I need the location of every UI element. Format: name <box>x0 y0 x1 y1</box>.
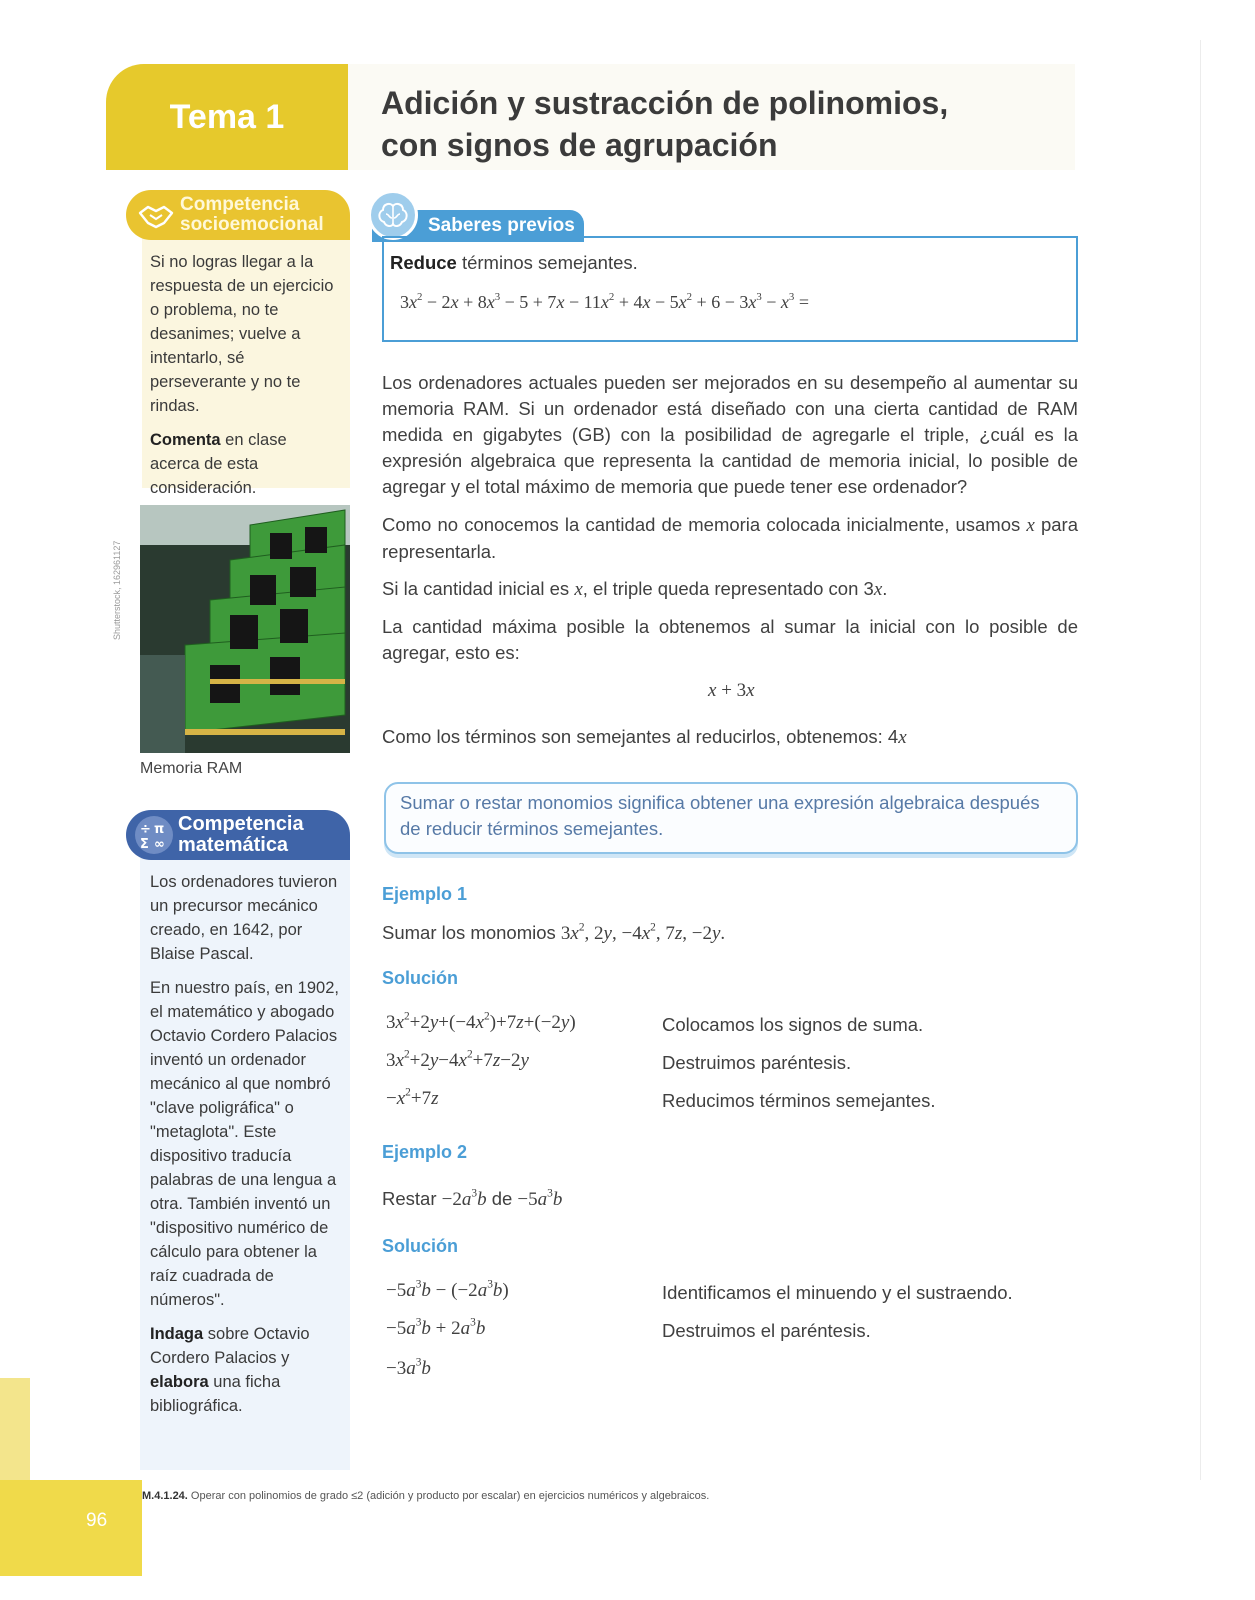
socio-label-2: socioemocional <box>180 214 324 235</box>
math-elabora: elabora <box>150 1373 209 1391</box>
definition-box: Sumar o restar monomios significa obtener una expresión algebraica después de reducir términos semejantes. <box>384 782 1078 854</box>
title-line-2: con signos de agrupación <box>381 127 778 163</box>
ram-photo <box>140 505 350 753</box>
intro-paragraph-3: Si la cantidad inicial es x, el triple queda representado con 3x. <box>382 578 888 600</box>
photo-caption: Memoria RAM <box>140 760 243 777</box>
ejemplo-1-step-3-math: $-x^2+7z$ <box>386 1086 439 1109</box>
saberes-reduce: Reduce <box>390 252 457 273</box>
photo-credit: Shutterstock, 162961127 <box>112 540 122 640</box>
curriculum-code: M.4.1.24. <box>142 1490 188 1502</box>
ejemplo-1-step-1-text: Colocamos los signos de suma. <box>662 1014 924 1035</box>
ejemplo-1-statement-text: Sumar los monomios <box>382 922 556 943</box>
curriculum-standard <box>142 1490 709 1502</box>
ejemplo-2-step-2-math: $-5a^3b + 2a^3b$ <box>386 1316 486 1339</box>
socio-text <box>150 250 340 510</box>
ejemplo-1-step-3-text: Reducimos términos semejantes. <box>662 1090 936 1111</box>
intro-paragraph-5: Como los términos son semejantes al reducirlos, obtenemos: 4x <box>382 726 907 748</box>
intro-paragraph-4: La cantidad máxima posible la obtenemos al sumar la inicial con lo posible de agregar, esto es: <box>382 616 1078 663</box>
page-number-strip <box>0 1480 142 1576</box>
ejemplo-2-step-1-text: Identificamos el minuendo y el sustraendo. <box>662 1282 1013 1303</box>
svg-text:∞: ∞ <box>154 837 165 852</box>
math-text <box>150 870 340 1428</box>
ejemplo-2-de: de <box>491 1188 513 1209</box>
svg-text:π: π <box>154 822 165 837</box>
math-indaga: Indaga <box>150 1325 204 1343</box>
ejemplo-2-restar: Restar <box>382 1188 437 1209</box>
svg-text:Σ: Σ <box>140 837 149 852</box>
ejemplo-2-step-1-math: $-5a^3b - (-2a^3b)$ <box>386 1278 509 1301</box>
ejemplo-1-statement: Sumar los monomios $3x^2$, 2y, $-4x^2$, 7z, −2y. <box>382 921 726 944</box>
math-p3-end: una ficha bibliográfica. <box>150 1373 281 1415</box>
socio-badge <box>126 190 350 240</box>
intro-paragraph-2: Como no conocemos la cantidad de memoria colocada inicialmente, usamos x para representarla. <box>382 514 1079 562</box>
socio-comment-rest: en clase acerca de esta consideración. <box>150 431 287 497</box>
intro-p2-b: para representarla. <box>382 514 1079 562</box>
math-badge <box>126 810 350 860</box>
math-paragraph-1: Los ordenadores tuvieron un precursor mecánico creado, en 1642, por Blaise Pascal. <box>150 873 338 963</box>
math-paragraph-2: En nuestro país, en 1902, el matemático y abogado Octavio Cordero Palacios inventó un ordenador mecánico al que nombró "clave poligráfica" o "metaglota". Este dispositivo traducía palabras de una lengua a otra. También inventó un "dispositivo numérico de cálculo para obtener la raíz cuadrada de números". <box>150 979 339 1309</box>
ejemplo-2-step-2-text: Destruimos el paréntesis. <box>662 1320 871 1341</box>
intro-paragraph-1: Los ordenadores actuales pueden ser mejorados en su desempeño al aumentar su memoria RAM. Si un ordenador está diseñado con una cierta cantidad de RAM medida en gigabytes (GB) con la posibilidad de agregarle el triple, ¿cuál es la expresión algebraica que representa la cantidad de memoria inicial, lo posible de agregar y el total máximo de memoria que puede tener ese ordenador? <box>382 372 1078 497</box>
socio-comment <box>150 428 340 500</box>
brain-icon <box>368 190 418 240</box>
saberes-expression: $3x^2 - 2x + 8x^3 - 5 + 7x - 11x^2 + 4x - 5x^2 + 6 - 3x^3 - x^3$ = <box>400 290 809 312</box>
svg-text:÷: ÷ <box>140 822 151 837</box>
ejemplo-1-heading: Ejemplo 1 <box>382 884 468 904</box>
math-label-1: Competencia <box>178 813 304 835</box>
ejemplo-2-heading: Ejemplo 2 <box>382 1142 468 1162</box>
ejemplo-1-step-2-text: Destruimos paréntesis. <box>662 1052 852 1073</box>
intro-p3-b: , el triple queda representado con 3 <box>582 578 874 599</box>
page-number: 96 <box>86 1510 108 1531</box>
socio-comment-bold: Comenta <box>150 431 221 449</box>
math-paragraph-3 <box>150 1322 340 1418</box>
ejemplo-2-statement: Restar $-2a^3b$ de $-5a^3b$ <box>382 1187 563 1210</box>
ejemplo-2-solution-heading: Solución <box>382 1236 458 1256</box>
saberes-instruction-rest: términos semejantes. <box>456 252 638 273</box>
ejemplo-1-step-1-math: $3x^2+2y+(-4x^2)+7z+(-2y)$ <box>386 1010 576 1033</box>
socio-badge-label <box>180 195 324 235</box>
title-line-1: Adición y sustracción de polinomios, <box>381 85 949 121</box>
ejemplo-2-step-3-math: $-3a^3b$ <box>386 1356 431 1379</box>
math-label-2: matemática <box>178 834 289 856</box>
sum-expression: x + 3x <box>708 680 755 701</box>
intro-p2-a: Como no conocemos la cantidad de memoria colocada inicialmente, usamos <box>382 514 1027 535</box>
handshake-icon <box>132 191 180 239</box>
page-title <box>381 82 1061 166</box>
socio-label-1: Competencia <box>180 194 300 215</box>
tema-tab: Tema 1 <box>106 64 348 170</box>
curriculum-text: Operar con polinomios de grado ≤2 (adición y producto por escalar) en ejercicios numéricos y algebraicos. <box>187 1490 710 1502</box>
math-badge-label <box>178 814 304 856</box>
socio-paragraph: Si no logras llegar a la respuesta de un ejercicio o problema, no te desanimes; vuelve a intentarlo, sé perseverante y no te rindas. <box>150 253 334 415</box>
math-p3-mid: sobre Octavio Cordero Palacios y <box>150 1325 310 1367</box>
page-edge <box>1200 40 1201 1480</box>
intro-p3-a: Si la cantidad inicial es <box>382 578 575 599</box>
saberes-tab: Saberes previos <box>372 210 584 242</box>
ejemplo-1-step-2-math: $3x^2+2y-4x^2+7z-2y$ <box>386 1048 529 1071</box>
ejemplo-1-solution-heading: Solución <box>382 968 458 988</box>
saberes-instruction <box>390 252 638 274</box>
intro-p5: Como los términos son semejantes al reducirlos, obtenemos: 4 <box>382 726 899 747</box>
math-symbols-icon <box>130 811 178 859</box>
